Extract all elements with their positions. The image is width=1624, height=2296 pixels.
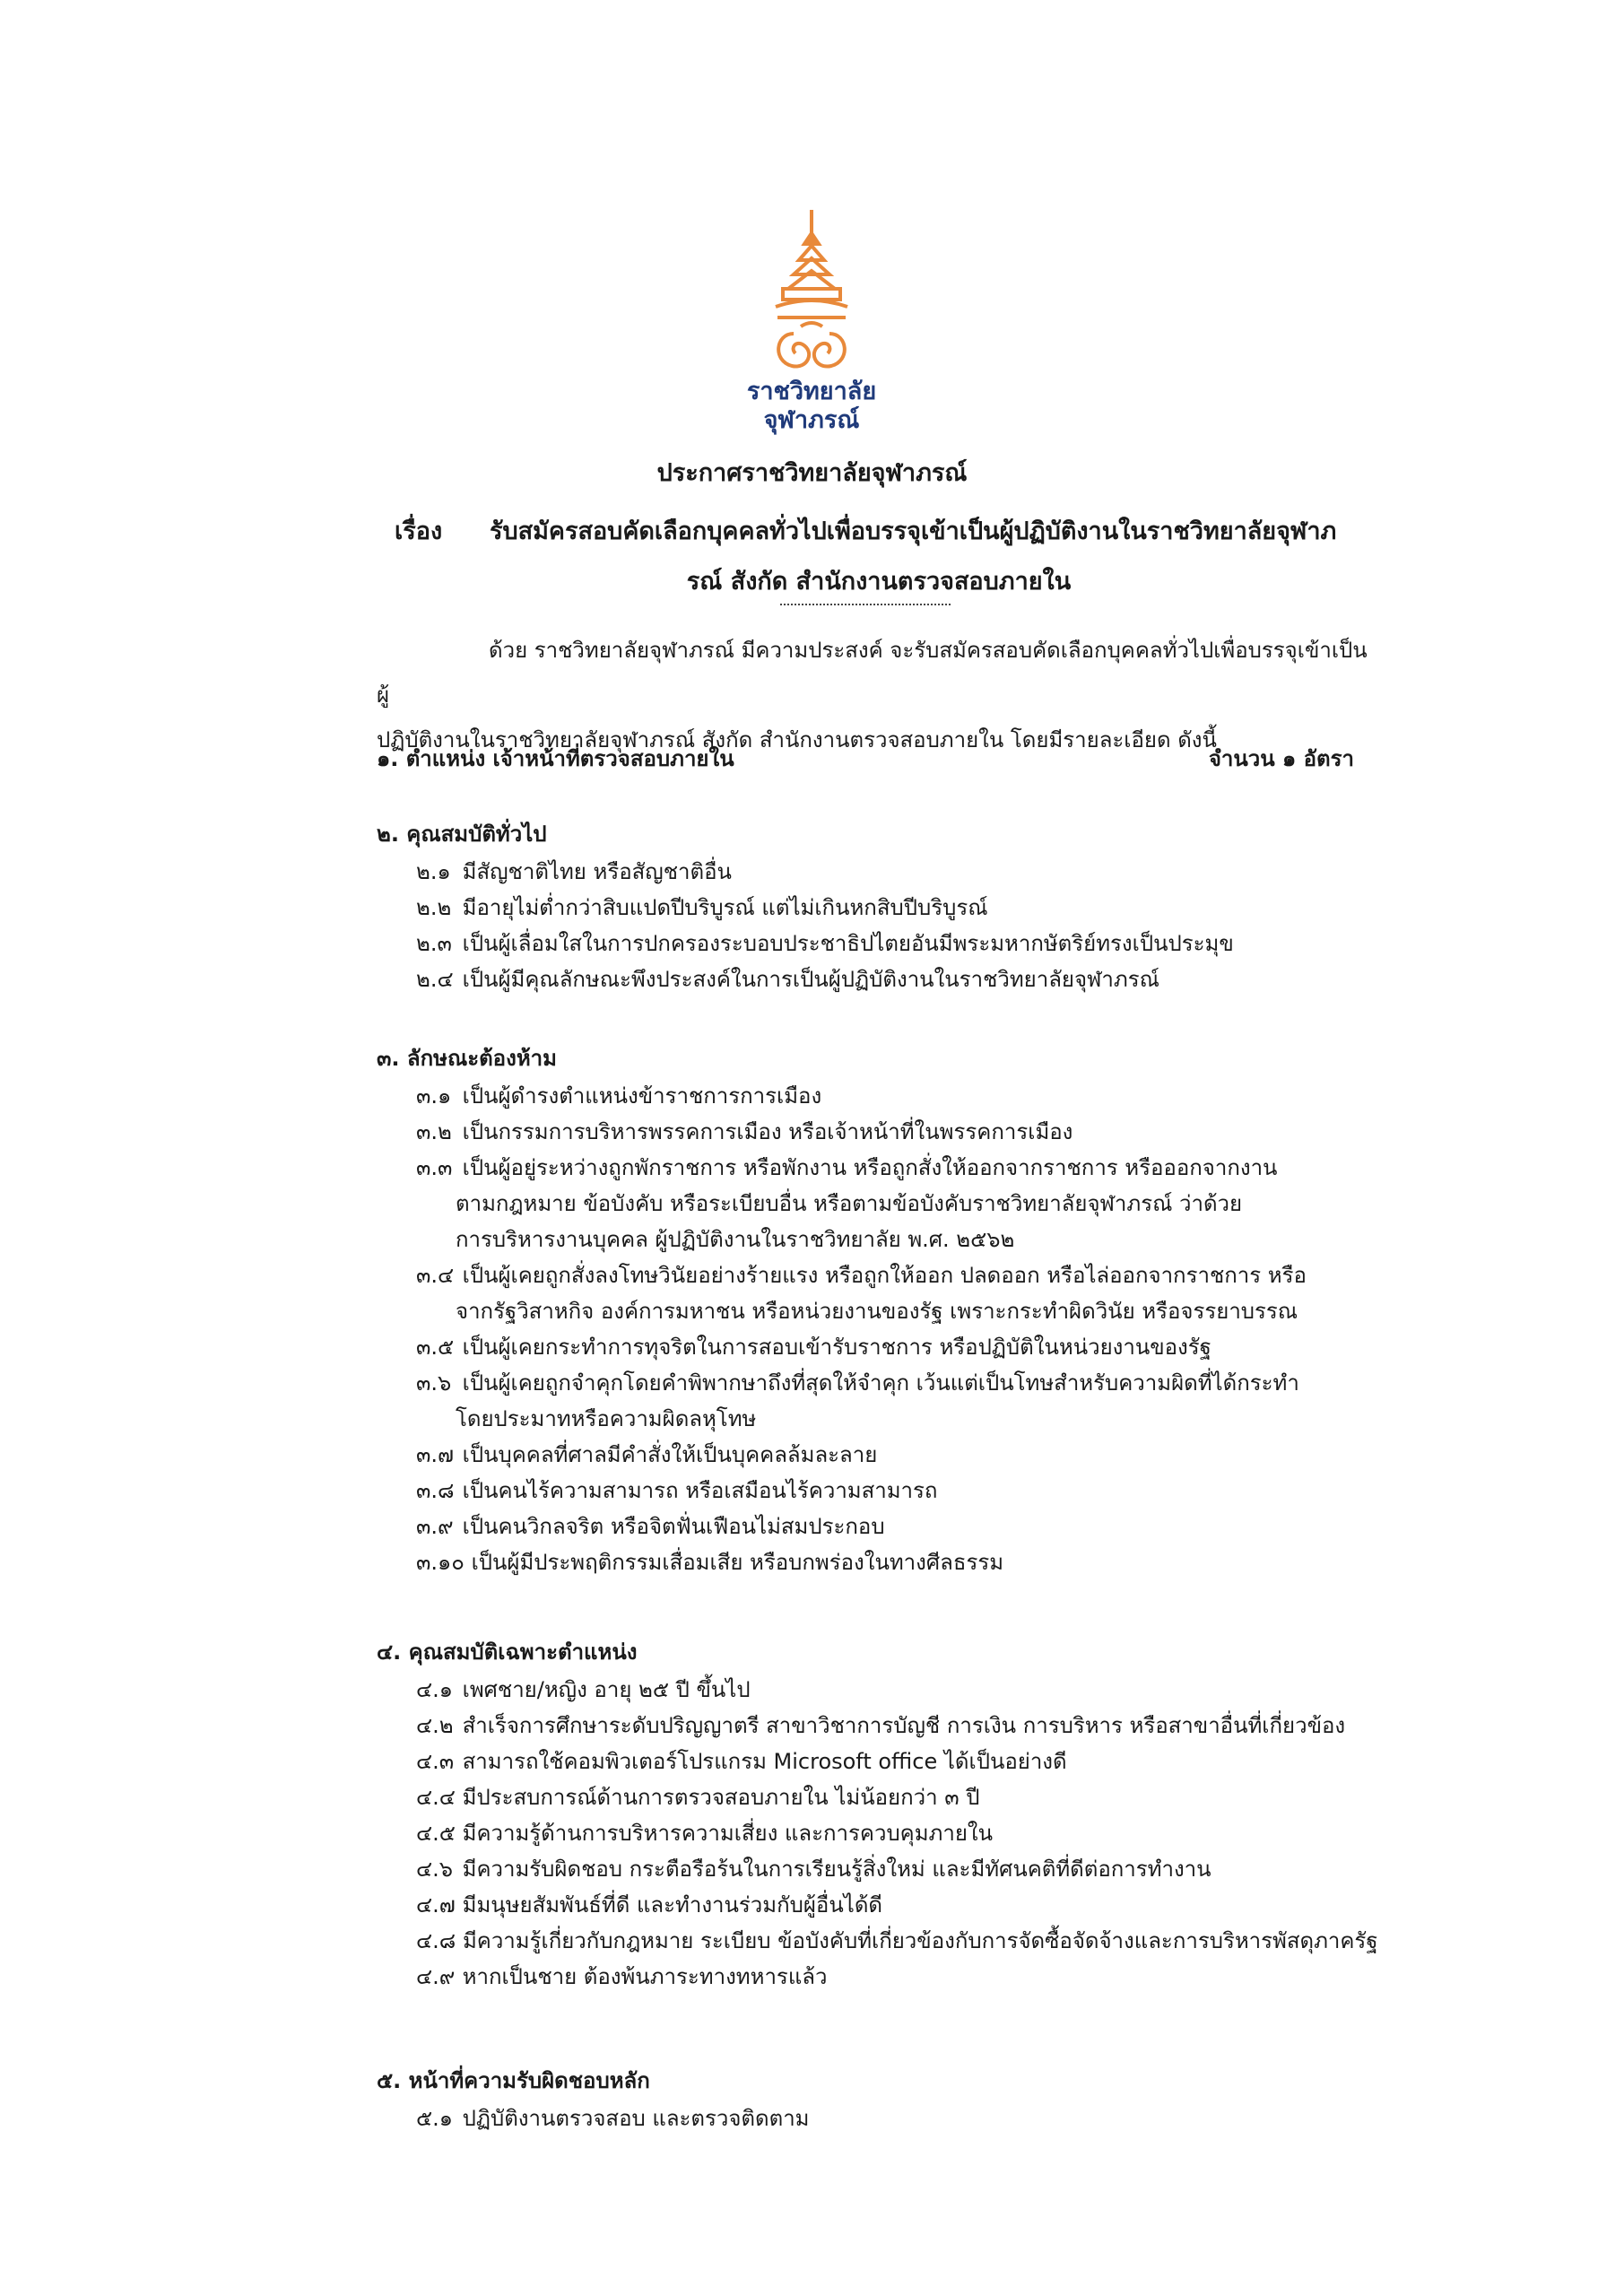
list-item (377, 1744, 1372, 1779)
item-text: มีประสบการณ์ด้านการตรวจสอบภายใน ไม่น้อยกว่า ๓ ปี (462, 1785, 980, 1810)
item-number: ๔.๒ (416, 1713, 454, 1738)
item-number: ๔.๘ (416, 1928, 456, 1953)
page-title: ประกาศราชวิทยาลัยจุฬาภรณ์ (656, 459, 968, 487)
list-item (377, 1887, 1372, 1923)
item-text: มีอายุไม่ต่ำกว่าสิบแปดปีบริบูรณ์ แต่ไม่เกินหกสิบปีบริบูรณ์ (462, 895, 988, 920)
subject-line2: รณ์ สังกัด สำนักงานตรวจสอบภายใน (686, 568, 1072, 596)
section-heading: ๔. คุณสมบัติเฉพาะตำแหน่ง (377, 1639, 638, 1665)
item-number: ๓.๒ (416, 1119, 452, 1144)
item-text: เป็นผู้เคยถูกสั่งลงโทษวินัยอย่างร้ายแรง หรือถูกให้ออก ปลดออก หรือไล่ออกจากราชการ หรือ (462, 1263, 1307, 1288)
item-continuation: จากรัฐวิสาหกิจ องค์การมหาชน หรือหน่วยงานของรัฐ เพราะกระทำผิดวินัย หรือจรรยาบรรณ (456, 1299, 1298, 1324)
item-continuation: ตามกฎหมาย ข้อบังคับ หรือระเบียบอื่น หรือตามข้อบังคับราชวิทยาลัยจุฬาภรณ์ ว่าด้วย (456, 1191, 1243, 1216)
item-text: เป็นผู้เคยถูกจำคุกโดยคำพิพากษาถึงที่สุดให้จำคุก เว้นแต่เป็นโทษสำหรับความผิดที่ได้กระทำ (462, 1370, 1299, 1396)
item-text: มีความรับผิดชอบ กระตือรือร้นในการเรียนรู้สิ่งใหม่ และมีทัศนคติที่ดีต่อการทำงาน (462, 1857, 1211, 1882)
section-main-responsibilities (377, 2063, 1372, 2136)
list-item (377, 926, 1372, 961)
item-number: ๓.๑ (416, 1083, 452, 1109)
list-item (377, 1851, 1372, 1887)
item-text: เป็นผู้เลื่อมใสในการปกครองระบอบประชาธิปไตยอันมีพระมหากษัตริย์ทรงเป็นประมุข (462, 931, 1234, 956)
item-text: เป็นผู้อยู่ระหว่างถูกพักราชการ หรือพักงาน หรือถูกสั่งให้ออกจากราชการ หรือออกจากงาน (462, 1155, 1278, 1180)
list-item (377, 1329, 1372, 1365)
list-item (377, 1672, 1372, 1708)
item-number: ๓.๕ (416, 1335, 455, 1360)
item-text: เป็นผู้มีคุณลักษณะพึงประสงค์ในการเป็นผู้ปฏิบัติงานในราชวิทยาลัยจุฬาภรณ์ (462, 967, 1159, 992)
item-text: มีสัญชาติไทย หรือสัญชาติอื่น (462, 859, 732, 884)
list-item (377, 1365, 1372, 1401)
list-item (377, 961, 1372, 997)
list-item (377, 1544, 1372, 1580)
dotted-divider (780, 604, 951, 605)
item-number: ๔.๔ (416, 1785, 456, 1810)
princess-chulabhorn-emblem-icon (740, 208, 883, 378)
item-text: สำเร็จการศึกษาระดับปริญญาตรี สาขาวิชาการบัญชี การเงิน การบริหาร หรือสาขาอื่นที่เกี่ยวข้อง (462, 1713, 1346, 1738)
item-number: ๕.๑ (416, 2106, 454, 2131)
item-number: ๔.๑ (416, 1677, 454, 1702)
position-count: จำนวน ๑ อัตรา (1208, 746, 1354, 771)
item-number: ๓.๗ (416, 1442, 455, 1467)
item-text: มีความรู้ด้านการบริหารความเสี่ยง และการควบคุมภายใน (462, 1821, 994, 1846)
item-number: ๓.๑๐ (416, 1550, 465, 1575)
section-prohibited-characteristics (377, 1040, 1372, 1580)
item-text: เป็นผู้เคยกระทำการทุจริตในการสอบเข้ารับราชการ หรือปฏิบัติในหน่วยงานของรัฐ (462, 1335, 1211, 1360)
item-number: ๔.๗ (416, 1892, 456, 1918)
intro-line2: ปฏิบัติงานในราชวิทยาลัยจุฬาภรณ์ สังกัด สำนักงานตรวจสอบภายใน โดยมีรายละเอียด ดังนี้ (377, 727, 1217, 752)
item-number: ๓.๙ (416, 1514, 454, 1539)
logo-line1: ราชวิทยาลัย (746, 378, 877, 405)
college-logo (740, 208, 883, 450)
item-text: ปฏิบัติงานตรวจสอบ และตรวจติดตาม (462, 2106, 810, 2131)
item-number: ๒.๔ (416, 967, 454, 992)
item-text: มีความรู้เกี่ยวกับกฎหมาย ระเบียบ ข้อบังคับที่เกี่ยวข้องกับการจัดซื้อจัดจ้างและการบริหารพัสดุภาครัฐ (462, 1928, 1378, 1953)
item-number: ๔.๓ (416, 1749, 455, 1774)
item-number: ๒.๓ (416, 931, 452, 956)
list-item (377, 854, 1372, 890)
item-text: เป็นผู้มีประพฤติกรรมเสื่อมเสีย หรือบกพร่องในทางศีลธรรม (471, 1550, 1004, 1575)
subject-line1: รับสมัครสอบคัดเลือกบุคคลทั่วไปเพื่อบรรจุเข้าเป็นผู้ปฏิบัติงานในราชวิทยาลัยจุฬาภ (490, 517, 1337, 545)
subject (395, 507, 1363, 607)
logo-line2: จุฬาภรณ์ (763, 406, 860, 434)
item-continuation: การบริหารงานบุคคล ผู้ปฏิบัติงานในราชวิทยาลัย พ.ศ. ๒๕๖๒ (456, 1227, 1015, 1252)
item-number: ๓.๖ (416, 1370, 452, 1396)
item-text: สามารถใช้คอมพิวเตอร์โปรแกรม Microsoft office ได้เป็นอย่างดี (462, 1749, 1067, 1774)
item-number: ๔.๕ (416, 1821, 456, 1846)
section-general-qualifications (377, 816, 1372, 997)
item-number: ๔.๖ (416, 1857, 454, 1882)
list-item (377, 1150, 1372, 1186)
list-item (377, 2100, 1372, 2136)
subject-label: เรื่อง (395, 517, 443, 545)
list-item (377, 1437, 1372, 1473)
item-number: ๒.๑ (416, 859, 451, 884)
list-item (377, 1815, 1372, 1851)
item-text: เพศชาย/หญิง อายุ ๒๕ ปี ขึ้นไป (462, 1677, 751, 1702)
position-label: ๑. ตำแหน่ง เจ้าหน้าที่ตรวจสอบภายใน (377, 746, 734, 771)
item-number: ๓.๓ (416, 1155, 453, 1180)
item-text: เป็นกรรมการบริหารพรรคการเมือง หรือเจ้าหน้าที่ในพรรคการเมือง (462, 1119, 1073, 1144)
list-item (377, 1708, 1372, 1744)
list-item (377, 1114, 1372, 1150)
item-text: เป็นผู้ดำรงตำแหน่งข้าราชการการเมือง (462, 1083, 822, 1109)
item-number: ๓.๘ (416, 1478, 455, 1503)
item-text: มีมนุษยสัมพันธ์ที่ดี และทำงานร่วมกับผู้อื่นได้ดี (462, 1892, 882, 1918)
position-row (377, 741, 1354, 777)
list-item (377, 1959, 1372, 1995)
section-heading: ๓. ลักษณะต้องห้าม (377, 1046, 557, 1071)
section-heading: ๒. คุณสมบัติทั่วไป (377, 822, 547, 847)
section-position-qualifications (377, 1634, 1378, 1995)
intro-line1: ด้วย ราชวิทยาลัยจุฬาภรณ์ มีความประสงค์ จะรับสมัครสอบคัดเลือกบุคคลทั่วไปเพื่อบรรจุเข้าเป็นผู้ (377, 638, 1368, 708)
list-item (377, 1473, 1372, 1509)
list-item (377, 1923, 1378, 1959)
list-item (377, 890, 1372, 926)
item-text: เป็นบุคคลที่ศาลมีคำสั่งให้เป็นบุคคลล้มละลาย (462, 1442, 878, 1467)
list-item (377, 1078, 1372, 1114)
list-item (377, 1779, 1372, 1815)
item-number: ๒.๒ (416, 895, 452, 920)
list-item (377, 1509, 1372, 1544)
item-continuation: โดยประมาทหรือความผิดลหุโทษ (456, 1406, 757, 1431)
section-heading: ๕. หน้าที่ความรับผิดชอบหลัก (377, 2068, 650, 2093)
list-item (377, 1257, 1372, 1293)
item-text: เป็นคนไร้ความสามารถ หรือเสมือนไร้ความสามารถ (462, 1478, 938, 1503)
item-text: หากเป็นชาย ต้องพ้นภาระทางทหารแล้ว (462, 1964, 828, 1989)
item-text: เป็นคนวิกลจริต หรือจิตฟั่นเฟือนไม่สมประกอบ (462, 1514, 885, 1539)
item-number: ๔.๙ (416, 1964, 456, 1989)
item-number: ๓.๔ (416, 1263, 455, 1288)
